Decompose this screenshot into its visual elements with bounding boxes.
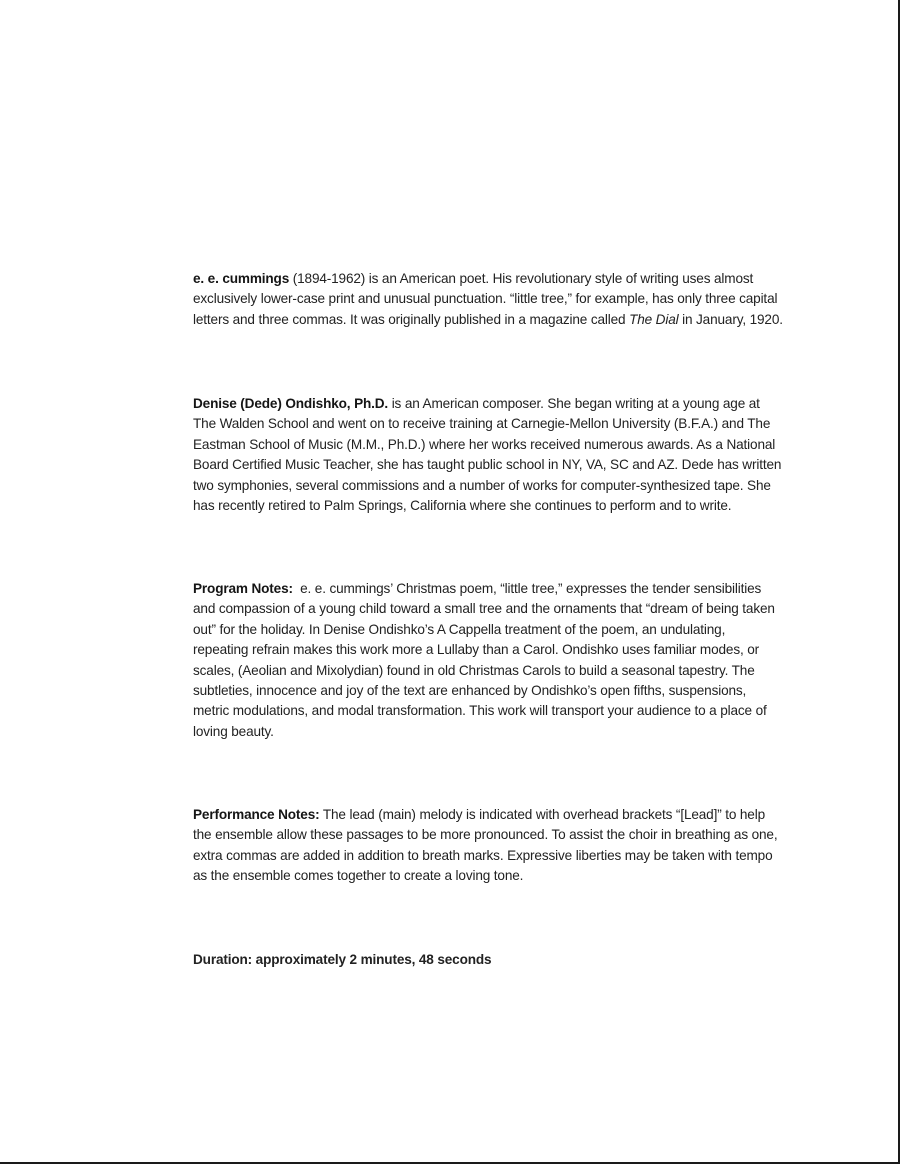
poet-bio-text-end: in January, 1920.: [678, 311, 783, 327]
magazine-title: The Dial: [629, 311, 679, 327]
composer-biography: [193, 394, 783, 516]
composer-name: Denise (Dede) Ondishko, Ph.D.: [193, 396, 389, 411]
performance-notes-text: The lead (main) melody is indicated with overhead brackets “[Lead]” to help the ensemble allow these passages to be more pronounced. To assist the choir in breathing as one, extra commas are added in addition to breath marks. Expressive liberties may be taken with tempo as the ensemble comes together to create a loving tone.: [193, 807, 778, 884]
poet-biography: [193, 269, 783, 330]
program-notes-label: Program Notes:: [193, 581, 293, 596]
program-notes: [193, 579, 783, 742]
performance-notes: [193, 805, 783, 887]
performance-notes-label: Performance Notes:: [193, 807, 320, 822]
composer-bio-text: is an American composer. She began writing at a young age at The Walden School and went on to receive training at Carnegie-Mellon University (B.F.A.) and The Eastman School of Music (M.M., Ph.D.) where her works received numerous awards. As a National Board Certified Music Teacher, she has taught public school in NY, VA, SC and AZ. Dede has written two symphonies, several commissions and a number of works for computer-synthesized tape. She has recently retired to Palm Springs, California where she continues to perform and to write.: [193, 396, 782, 514]
poet-bio-text: (1894-1962) is an American poet. His revolutionary style of writing uses almost exclusively lower-case print and unusual punctuation. “little tree,” for example, has only three capital letters and three commas. It was originally published in a magazine called: [193, 271, 778, 327]
poet-name: e. e. cummings: [193, 271, 290, 286]
duration: Duration: approximately 2 minutes, 48 seconds: [193, 952, 492, 967]
program-notes-text: e. e. cummings’ Christmas poem, “little tree,” expresses the tender sensibilities and compassion of a young child toward a small tree and the ornaments that “dream of being taken out” for the holiday. In Denise Ondishko’s A Cappella treatment of the poem, an undulating, repeating refrain makes this work more a Lullaby than a Carol. Ondishko uses familiar modes, or scales, (Aeolian and Mixolydian) found in old Christmas Carols to build a seasonal tapestry. The subtleties, innocence and joy of the text are enhanced by Ondishko’s open fifths, suspensions, metric modulations, and modal transformation. This work will transport your audience to a place of loving beauty.: [193, 581, 779, 739]
